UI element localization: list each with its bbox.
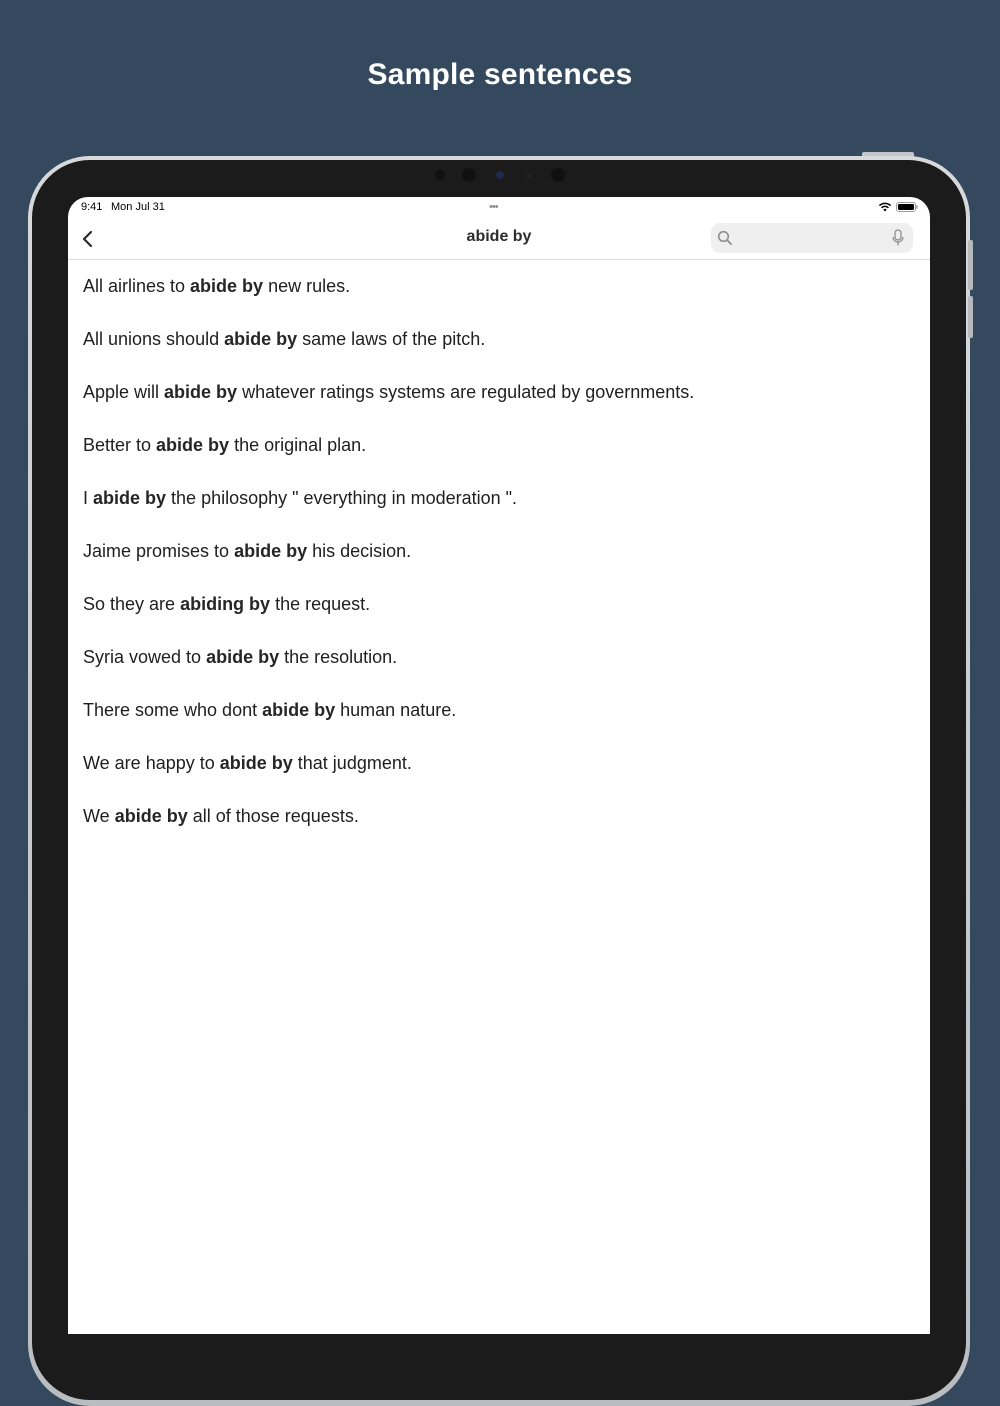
sentence-text-before: We are happy to <box>83 753 220 773</box>
mic-icon[interactable] <box>892 229 904 247</box>
page-title: abide by <box>466 228 532 245</box>
sentence-text-after: same laws of the pitch. <box>297 329 486 349</box>
sensor-icon <box>434 169 446 181</box>
sentence-text-before: Apple will <box>83 382 165 402</box>
status-date: Mon Jul 31 <box>111 201 165 213</box>
sentence-term: abide by <box>93 488 167 508</box>
chevron-left-icon <box>74 225 102 253</box>
promo-title: Sample sentences <box>367 58 633 91</box>
sentence-item[interactable] <box>68 631 930 684</box>
sentence-term: abide by <box>206 647 280 667</box>
back-button[interactable] <box>74 225 102 253</box>
sentence-term: abiding by <box>180 594 271 614</box>
camera-lens-icon <box>496 171 504 179</box>
sentence-text-before: There some who dont <box>83 700 263 720</box>
sentence-text-after: all of those requests. <box>187 806 359 826</box>
sentence-term: abide by <box>219 753 293 773</box>
multitask-indicator[interactable]: ••• <box>489 201 498 213</box>
sentence-text-before: We <box>83 806 115 826</box>
sentence-text-after: human nature. <box>335 700 457 720</box>
sentence-text-before: All airlines to <box>83 276 191 296</box>
sentence-item[interactable] <box>68 260 930 313</box>
volume-down-button <box>968 296 973 338</box>
navigation-bar <box>68 219 930 260</box>
sentence-term: abide by <box>164 382 238 402</box>
sentence-term: abide by <box>262 700 336 720</box>
sentence-text-after: the request. <box>270 594 371 614</box>
search-field[interactable] <box>711 223 913 253</box>
status-time: 9:41 <box>81 201 103 213</box>
sentence-text-before: Syria vowed to <box>83 647 207 667</box>
sentence-item[interactable] <box>68 366 930 419</box>
sentence-text-before: So they are <box>83 594 181 614</box>
sentence-text-after: the original plan. <box>229 435 367 455</box>
sentence-text-before: All unions should <box>83 329 225 349</box>
sentence-term: abide by <box>114 806 188 826</box>
sentence-text-before: Jaime promises to <box>83 541 235 561</box>
sentence-item[interactable] <box>68 684 930 737</box>
volume-up-button <box>968 240 973 290</box>
sentence-text-after: the resolution. <box>279 647 398 667</box>
sentence-text-after: his decision. <box>307 541 412 561</box>
sentence-term: abide by <box>156 435 230 455</box>
sentence-text-after: whatever ratings systems are regulated by governments. <box>237 382 695 402</box>
sentence-item[interactable] <box>68 578 930 631</box>
sentence-term: abide by <box>224 329 298 349</box>
sensor-small-icon <box>527 174 531 178</box>
sentence-item[interactable] <box>68 472 930 525</box>
search-icon <box>717 230 733 246</box>
battery-icon <box>896 202 918 212</box>
sentence-item[interactable] <box>68 790 930 843</box>
camera-icon <box>461 167 477 183</box>
sentence-list <box>68 260 930 843</box>
wifi-icon <box>878 202 892 212</box>
sentence-text-after: new rules. <box>263 276 351 296</box>
sentence-item[interactable] <box>68 313 930 366</box>
search-input[interactable] <box>739 227 879 249</box>
sentence-text-before: Better to <box>83 435 157 455</box>
sentence-term: abide by <box>190 276 264 296</box>
app-screen <box>68 197 930 1334</box>
sentence-text-after: the philosophy " everything in moderation ". <box>166 488 518 508</box>
sentence-term: abide by <box>234 541 308 561</box>
sentence-item[interactable] <box>68 525 930 578</box>
sentence-text-before: I <box>83 488 94 508</box>
proximity-sensor-icon <box>550 167 566 183</box>
sentence-item[interactable] <box>68 419 930 472</box>
sentence-text-after: that judgment. <box>292 753 412 773</box>
sentence-item[interactable] <box>68 737 930 790</box>
status-bar <box>68 197 930 219</box>
